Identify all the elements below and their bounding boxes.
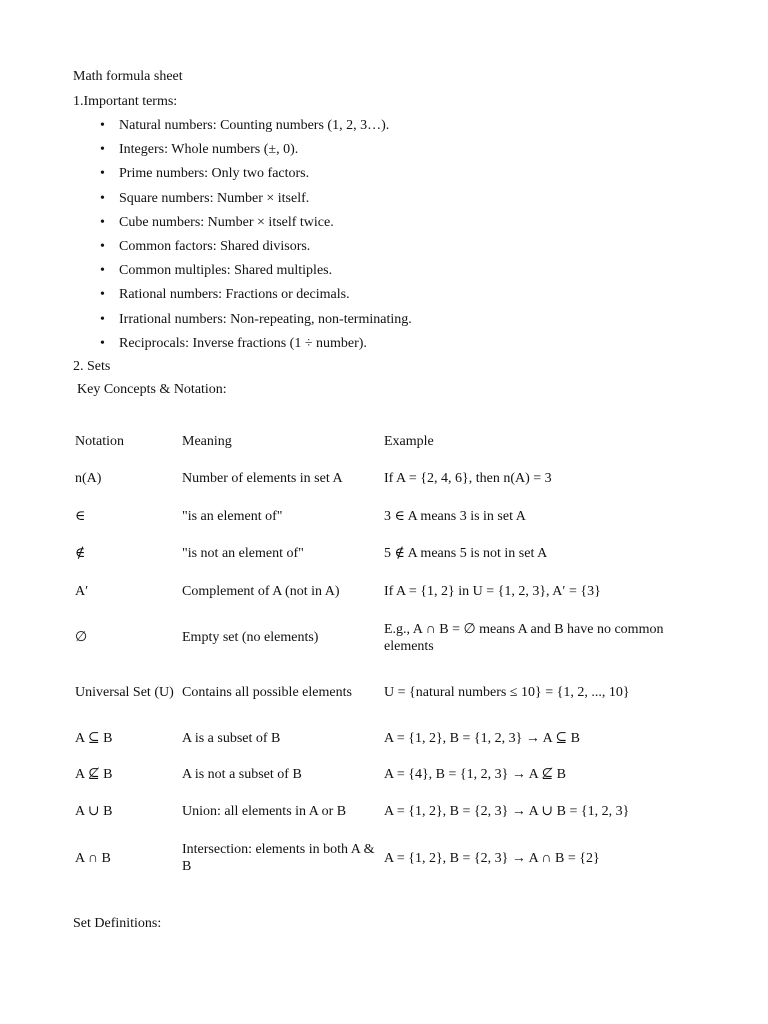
table-row [75, 793, 715, 830]
table-row [75, 756, 715, 793]
table-row [75, 665, 715, 720]
meaning-cell: Union: all elements in A or B [182, 804, 347, 819]
table-row [75, 720, 715, 756]
meaning-cell: Complement of A (not in A) [182, 583, 340, 599]
table-row [75, 498, 715, 535]
meaning-cell: Number of elements in set A [182, 470, 343, 486]
section-heading-important-terms: 1.Important terms: [73, 94, 178, 109]
column-header-meaning: Meaning [182, 433, 232, 449]
example-cell: If A = {2, 4, 6}, then n(A) = 3 [384, 470, 552, 486]
meaning-cell: Contains all possible elements [182, 685, 352, 700]
list-item: • Square numbers: Number × itself. [100, 190, 412, 214]
list-item: • Rational numbers: Fractions or decimals. [100, 286, 412, 310]
table-header-row [75, 424, 715, 458]
list-item: • Irrational numbers: Non-repeating, non-terminating. [100, 311, 412, 335]
notation-cell: Universal Set (U) [75, 685, 174, 700]
table-row [75, 458, 715, 498]
notation-cell: ∈ [75, 509, 86, 524]
column-header-notation: Notation [75, 433, 124, 449]
meaning-cell: A is a subset of B [182, 730, 281, 746]
list-item: • Integers: Whole numbers (±, 0). [100, 141, 412, 165]
column-header-example: Example [384, 433, 434, 449]
example-cell: A = {4}, B = {1, 2, 3} → A ⊈ B [384, 767, 566, 782]
example-cell: U = {natural numbers ≤ 10} = {1, 2, ..., 10} [384, 685, 630, 700]
notation-cell: A ⊆ B [75, 730, 113, 746]
notation-cell: A ∩ B [75, 850, 111, 866]
list-item: • Common multiples: Shared multiples. [100, 262, 412, 286]
example-cell: 5 ∉ A means 5 is not in set A [384, 546, 548, 561]
notation-cell: A′ [75, 583, 89, 599]
section-heading-set-definitions: Set Definitions: [73, 916, 162, 931]
notation-table [75, 424, 715, 886]
list-item: • Natural numbers: Counting numbers (1, 2, 3…). [100, 117, 412, 141]
list-item: • Common factors: Shared divisors. [100, 238, 412, 262]
list-item: • Cube numbers: Number × itself twice. [100, 214, 412, 238]
page-title: Math formula sheet [73, 69, 183, 84]
meaning-cell: Intersection: elements in both A & B [182, 842, 375, 874]
notation-cell: ∅ [75, 630, 88, 645]
example-cell: A = {1, 2}, B = {1, 2, 3} → A ⊆ B [384, 730, 580, 746]
terms-list [100, 117, 412, 359]
example-cell: A = {1, 2}, B = {2, 3} → A ∪ B = {1, 2, 3} [384, 804, 630, 819]
notation-cell: n(A) [75, 470, 102, 486]
meaning-cell: A is not a subset of B [182, 767, 302, 782]
meaning-cell: Empty set (no elements) [182, 630, 319, 645]
notation-cell: A ∪ B [75, 804, 113, 819]
example-cell: E.g., A ∩ B = ∅ means A and B have no common elements [384, 621, 664, 654]
subheading-key-concepts: Key Concepts & Notation: [77, 382, 227, 397]
section-heading-sets: 2. Sets [73, 359, 111, 374]
example-cell: 3 ∈ A means 3 is in set A [384, 509, 526, 524]
meaning-cell: "is an element of" [182, 509, 283, 524]
table-row [75, 610, 715, 665]
list-item: • Prime numbers: Only two factors. [100, 165, 412, 189]
notation-cell: A ⊈ B [75, 767, 113, 782]
example-cell: A = {1, 2}, B = {2, 3} → A ∩ B = {2} [384, 850, 600, 866]
notation-cell: ∉ [75, 546, 86, 561]
table-row [75, 572, 715, 610]
table-row [75, 535, 715, 572]
meaning-cell: "is not an element of" [182, 546, 304, 561]
example-cell: If A = {1, 2} in U = {1, 2, 3}, A′ = {3} [384, 583, 601, 599]
list-item: • Reciprocals: Inverse fractions (1 ÷ number). [100, 335, 412, 359]
table-row [75, 830, 715, 886]
